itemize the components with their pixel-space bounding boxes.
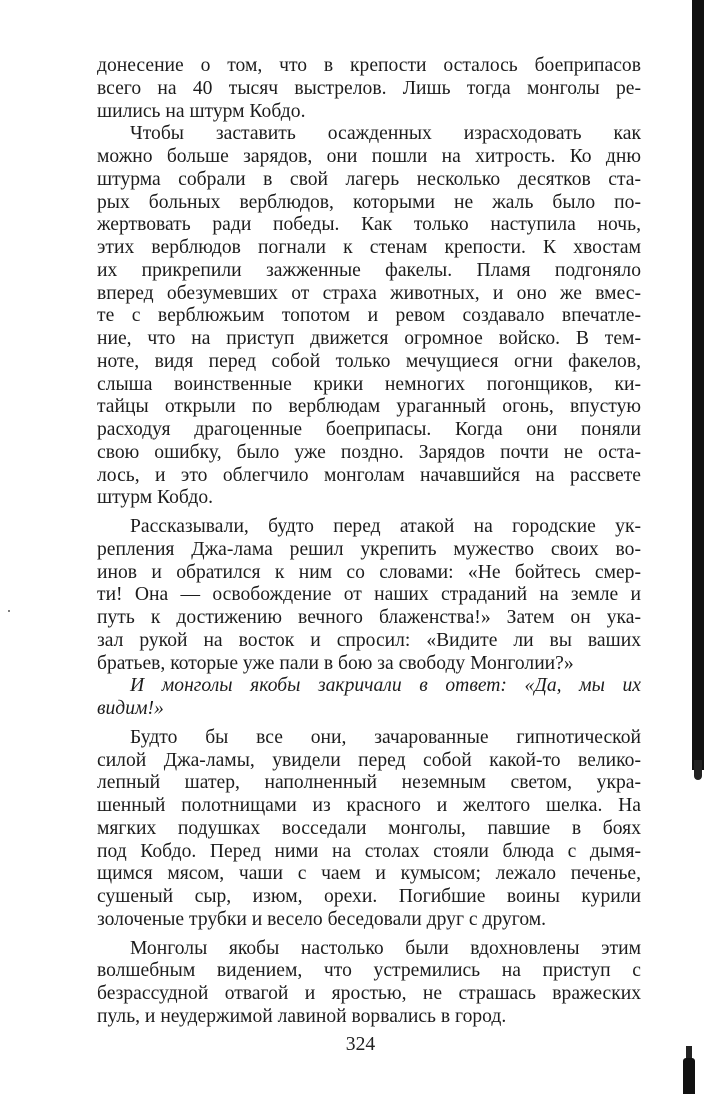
text-line: золоченые трубки и весело беседовали друг с другом. <box>97 908 547 930</box>
text-line: расходуя драгоценные боеприпасы. Когда они поняли <box>97 419 641 440</box>
text-line: ние, что на приступ движется огромное войско. В тем- <box>97 328 641 349</box>
text-line: лепный шатер, наполненный неземным светом, укра- <box>97 772 641 794</box>
paragraph-1 <box>97 55 641 123</box>
text-line: под Кобдо. Перед ними на столах стояли блюда с дымя- <box>97 840 641 862</box>
paragraph-5 <box>97 727 641 932</box>
paragraph-3 <box>97 516 641 675</box>
text-line: шенный полотнищами из красного и желтого шелка. На <box>97 795 641 816</box>
text-line: силой Джа-ламы, увидели перед собой какой-то велико- <box>97 749 641 771</box>
text-line: щимся мясом, чаши с чаем и кумысом; лежало печенье, <box>97 863 641 885</box>
text-line: Рассказывали, будто перед атакой на городские ук- <box>130 516 641 537</box>
text-line: жертвовать ради победы. Как только наступила ночь, <box>97 214 641 236</box>
scan-edge-shadow-tip <box>694 760 702 780</box>
paragraph-2 <box>97 123 641 510</box>
text-line: инов и обратился к ним со словами: «Не бойтесь смер- <box>97 561 641 583</box>
text-line: этих верблюдов погнали к стенам крепости. К хвостам <box>97 237 641 258</box>
text-line: безрассудной отвагой и яростью, не страшась вражеских <box>97 983 641 1004</box>
text-line: репления Джа-лама решил укрепить мужество своих во- <box>97 538 641 560</box>
text-line: волшебным видением, что устремились на приступ с <box>97 960 641 982</box>
text-line: сушеный сыр, изюм, орехи. Погибшие воины курили <box>97 886 641 907</box>
text-line: ти! Она — освобождение от наших страданий на земле и <box>97 584 641 606</box>
text-line: слыша воинственные крики немногих погонщиков, ки- <box>97 373 641 395</box>
text-line: шились на штурм Кобдо. <box>97 100 306 122</box>
text-line: рых больных верблюдов, которыми не жаль было по- <box>97 191 641 213</box>
text-line: штурма собрали в свой лагерь несколько десятков ста- <box>97 168 641 190</box>
text-line: Чтобы заставить осажденных израсходовать как <box>130 123 641 145</box>
text-line: донесение о том, что в крепости осталось боеприпасов <box>97 55 641 76</box>
text-line: Монголы якобы настолько были вдохновлены этим <box>130 937 641 959</box>
text-line: зал рукой на восток и спросил: «Видите ли вы ваших <box>97 629 641 651</box>
text-line: их прикрепили зажженные факелы. Пламя подгоняло <box>97 259 641 281</box>
scan-edge-shadow <box>692 0 704 770</box>
text-line: всего на 40 тысяч выстрелов. Лишь тогда монголы ре- <box>97 77 641 99</box>
text-line: видим!» <box>97 698 164 719</box>
paragraph-6 <box>97 938 641 1029</box>
text-line: те с верблюжьим топотом и ревом создавало впечатле- <box>97 305 641 327</box>
text-line: вперед обезумевших от страха животных, и оно же вмес- <box>97 282 641 304</box>
text-line: можно больше зарядов, они пошли на хитрость. Ко дню <box>97 146 641 167</box>
page-body <box>97 55 641 1029</box>
text-line: мягких подушках восседали монголы, павшие в боях <box>97 817 641 839</box>
text-line: штурм Кобдо. <box>97 487 214 509</box>
text-line: лось, и это облегчило монголам начавшийся на рассвете <box>97 464 641 486</box>
scan-corner-mark <box>683 1058 695 1094</box>
scan-speck <box>8 610 10 612</box>
text-line: ноте, видя перед собой только мечущиеся огни факелов, <box>97 350 641 372</box>
text-line: пуль, и неудержимой лавиной ворвались в город. <box>97 1005 507 1027</box>
paragraph-4 <box>97 675 641 721</box>
text-line: Будто бы все они, зачарованные гипнотической <box>130 726 641 748</box>
text-line: свою ошибку, было уже поздно. Зарядов почти не оста- <box>97 441 641 463</box>
text-line: братьев, которые уже пали в бою за свободу Монголии?» <box>97 652 574 674</box>
text-line: И монголы якобы закричали в ответ: «Да, мы их <box>130 675 641 697</box>
text-line: тайцы открыли по верблюдам ураганный огонь, впустую <box>97 396 641 418</box>
page-number: 324 <box>345 1034 376 1055</box>
text-line: путь к достижению вечного блаженства!» Затем он ука- <box>97 607 641 628</box>
